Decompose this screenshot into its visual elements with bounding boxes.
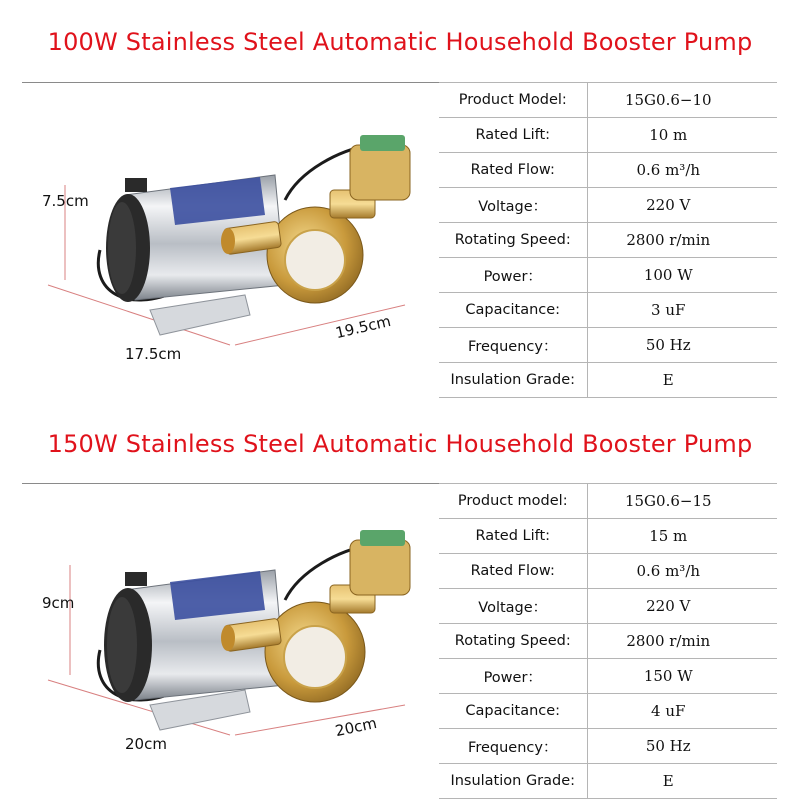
spec-label: Power： — [439, 659, 587, 694]
pump-photo-area — [30, 490, 438, 790]
booster-pump-image — [30, 90, 438, 390]
table-row — [439, 328, 777, 363]
spec-value: 150 W — [587, 659, 777, 694]
dimension-height-label: 7.5cm — [42, 192, 89, 210]
booster-pump-image — [30, 490, 438, 790]
table-row — [439, 258, 777, 293]
dimension-height-label: 9cm — [42, 594, 75, 612]
spec-value: E — [587, 764, 777, 799]
table-row — [439, 363, 777, 398]
spec-label: Rated Flow: — [439, 153, 587, 188]
spec-label: Voltage： — [439, 589, 587, 624]
dimension-width-label: 20cm — [333, 713, 379, 741]
spec-value: 15G0.6−10 — [587, 83, 777, 118]
table-row — [439, 118, 777, 153]
spec-label: Rotating Speed: — [439, 223, 587, 258]
spec-label: Frequency： — [439, 729, 587, 764]
table-row — [439, 519, 777, 554]
spec-value: 50 Hz — [587, 328, 777, 363]
table-row — [439, 694, 777, 729]
spec-label: Capacitance: — [439, 293, 587, 328]
spec-label: Rotating Speed: — [439, 624, 587, 659]
table-row — [439, 188, 777, 223]
spec-value: 0.6 m³/h — [587, 554, 777, 589]
dimension-width-label: 19.5cm — [333, 311, 393, 343]
spec-value: 15 m — [587, 519, 777, 554]
spec-value: 2800 r/min — [587, 624, 777, 659]
spec-label: Capacitance: — [439, 694, 587, 729]
product-title: 150W Stainless Steel Automatic Household Booster Pump — [47, 430, 753, 458]
table-row — [439, 484, 777, 519]
spec-value: 50 Hz — [587, 729, 777, 764]
spec-label: Insulation Grade: — [439, 363, 587, 398]
table-row — [439, 589, 777, 624]
spec-label: Product model: — [439, 484, 587, 519]
spec-label: Voltage： — [439, 188, 587, 223]
spec-table — [439, 82, 777, 398]
spec-value: 0.6 m³/h — [587, 153, 777, 188]
table-row — [439, 624, 777, 659]
spec-value: E — [587, 363, 777, 398]
table-row — [439, 83, 777, 118]
spec-value: 220 V — [587, 589, 777, 624]
spec-value: 220 V — [587, 188, 777, 223]
spec-label: Rated Flow: — [439, 554, 587, 589]
spec-table — [439, 483, 777, 799]
spec-label: Product Model: — [439, 83, 587, 118]
spec-value: 10 m — [587, 118, 777, 153]
table-row — [439, 293, 777, 328]
spec-label: Rated Lift: — [439, 118, 587, 153]
table-row — [439, 554, 777, 589]
spec-value: 15G0.6−15 — [587, 484, 777, 519]
spec-value: 4 uF — [587, 694, 777, 729]
product-section-150w — [0, 400, 800, 800]
table-row — [439, 764, 777, 799]
dimension-depth-label: 17.5cm — [125, 345, 182, 363]
dimension-depth-label: 20cm — [125, 735, 167, 753]
pump-photo-area — [30, 90, 438, 390]
spec-label: Insulation Grade: — [439, 764, 587, 799]
spec-label: Frequency： — [439, 328, 587, 363]
table-row — [439, 153, 777, 188]
table-row — [439, 659, 777, 694]
product-title: 100W Stainless Steel Automatic Household Booster Pump — [47, 28, 753, 56]
spec-value: 3 uF — [587, 293, 777, 328]
spec-label: Rated Lift: — [439, 519, 587, 554]
table-row — [439, 223, 777, 258]
spec-value: 2800 r/min — [587, 223, 777, 258]
table-row — [439, 729, 777, 764]
spec-label: Power： — [439, 258, 587, 293]
spec-value: 100 W — [587, 258, 777, 293]
